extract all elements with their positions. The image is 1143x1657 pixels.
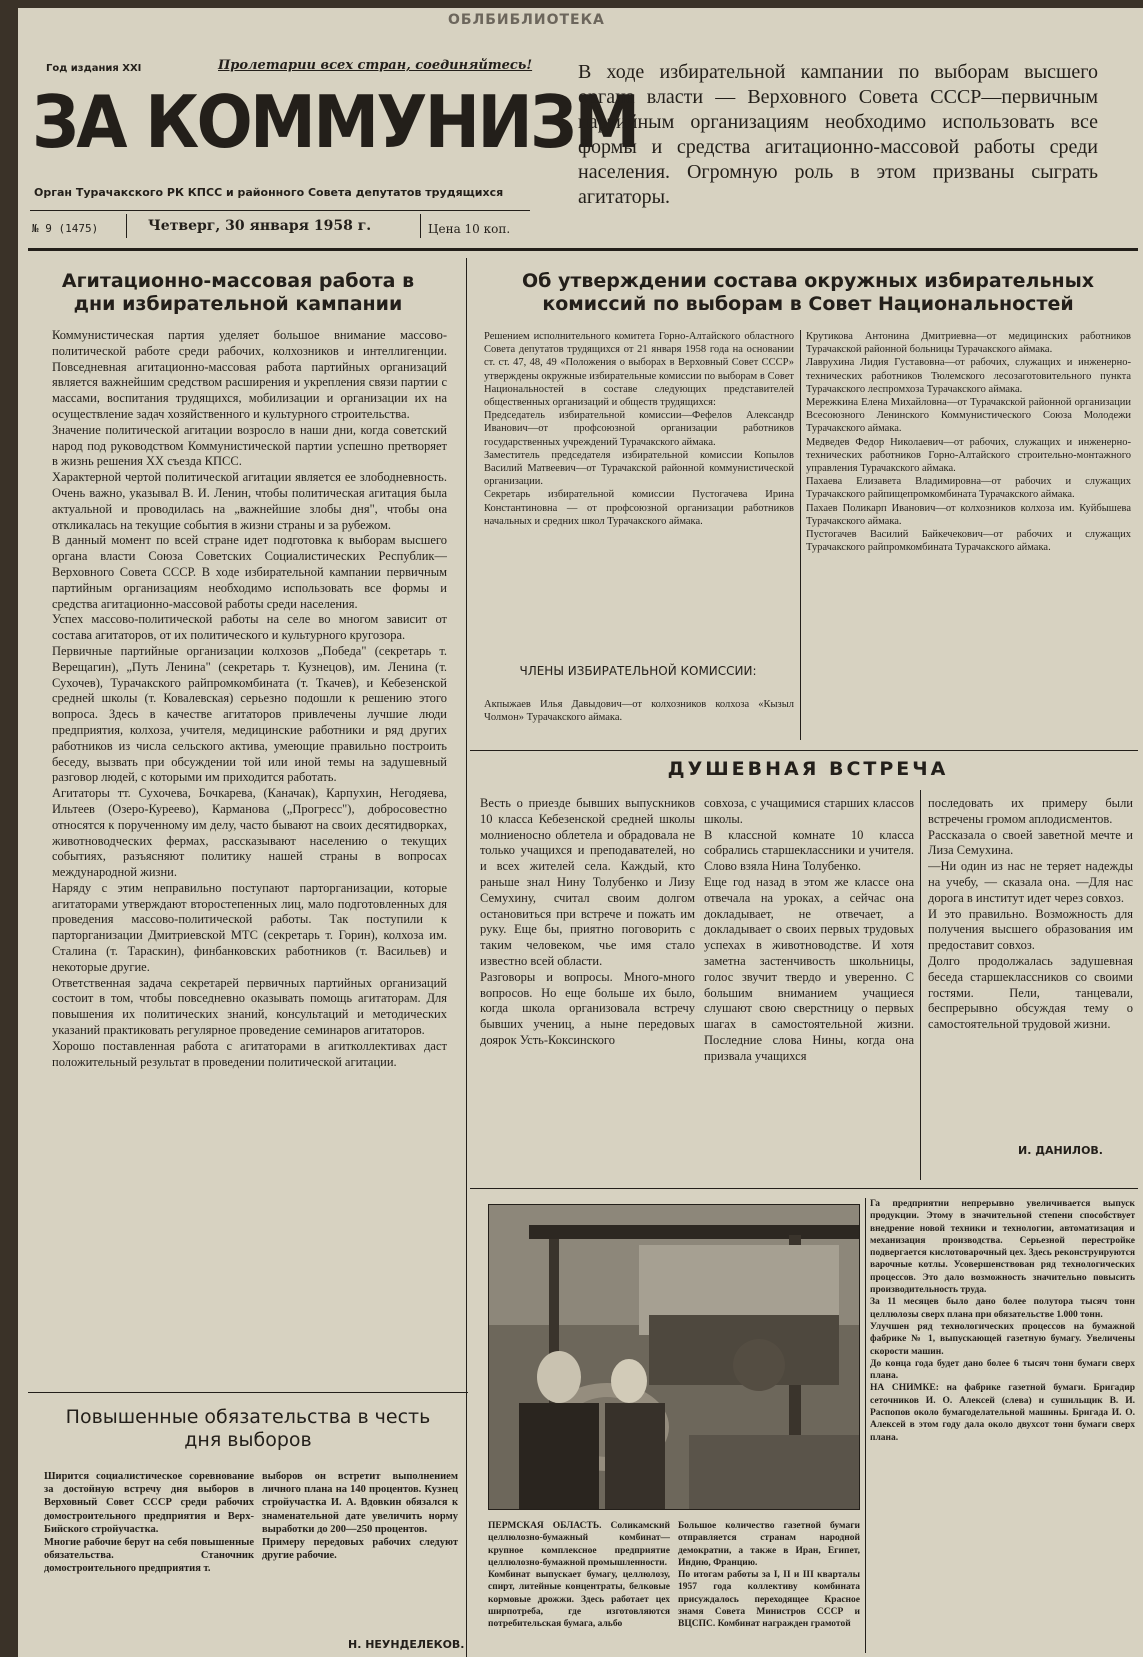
commission-left-tail: Акпыжаев Илья Давыдович—от колхозников колхоза «Кызыл Чолмон» Турачакского аймака. [484, 699, 794, 724]
section-rule [28, 1392, 468, 1393]
meeting-author: И. ДАНИЛОВ. [1018, 1144, 1103, 1157]
issue-date: Четверг, 30 января 1958 г. [148, 218, 372, 234]
library-stamp: ОБЛБИБЛИОТЕКА [448, 12, 605, 28]
meeting-col-3: последовать их примеру были встречены громом аплодисментов. Рассказала о своей заветной мечте и Лиза Семухина. —Ни один из нас не теряет надежды на учебу, — сказала она. —Для нас дорога в институт идет через совхоз. И это правильно. Возможность для получения высшего образования им предоставит совхоз. Долго продолжалась задушевная беседа старшеклассников со своими гостями. Пели, танцевали, беспрерывно обсуждая тему о самостоятельной трудовой жизни. [928, 796, 1133, 1032]
slogan: Пролетарии всех стран, соединяйтесь! [218, 58, 533, 73]
column-rule [800, 330, 801, 740]
issue-bar-divider [126, 214, 127, 238]
issue-price: Цена 10 коп. [428, 222, 511, 236]
obligations-col-2: выборов он встретит выполнением личного плана на 140 процентов. Кузнец стройучастка И. А. Вдовкин обязался к знаменательной дате увеличить норму выработки до 200—250 процентов. Примеру передовых рабочих следуют другие рабочие. [262, 1471, 458, 1562]
agitation-headline: Агитационно-массовая работа в дни избирательной кампании [61, 270, 415, 316]
section-rule [470, 1188, 1138, 1189]
column-rule [865, 1198, 866, 1653]
section-rule [470, 750, 1138, 751]
meeting-col-1: Весть о приезде бывших выпускников 10 класса Кебезенской средней школы молниеносно облетела и обрадовала не только учащихся и преподавателей, но и всех жителей села. Каждый, кто раньше знал Нину Толубенко и Лизу Семухину, считал своим долгом остановиться при встрече и пожать им руку. Еще бы, приятно поговорить с таким человеком, чье имя стало известно всей области. Разговоры и вопросы. Много-много вопросов. Но еще больше их было, когда школа организовала встречу бывших учениц, а ныне передовых доярок Усть-Коксинского [480, 796, 695, 1047]
members-title: ЧЛЕНЫ ИЗБИРАТЕЛЬНОЙ КОМИССИИ: [519, 664, 757, 678]
meeting-headline: ДУШЕВНАЯ ВСТРЕЧА [667, 758, 949, 780]
agitation-body: Коммунистическая партия уделяет большое внимание массово-политической работе среди рабочих, колхозников и интеллигенции. Повседневная агитационно-массовая работа партийных организаций является важнейшим средством расширения и укрепления связи партии с массами, воспитания трудящихся, мобилизации и организации их на осуществление задач хозяйственного и культурного строительства. Значение политической агитации возросло в наши дни, когда советский народ под руководством Коммунистической партии успешно претворяет в жизнь решения XX съезда КПСС. Характерной чертой политической агитации является ее злободневность. Очень важно, указывал В. И. Ленин, чтобы политическая агитация была актуальной и проводилась на „важнейшие злобы дня", чтобы она откликалась на текущие события в жизни страны и за рубежом. В данный момент по всей стране идет подготовка к выборам высшего органа власти Союза Советских Социалистических Республик—Верховного Совета СССР. В ходе избирательной кампании первичным партийным организациям необходимо использовать все формы и средства агитационно-массовой работы среди населения. Успех массово-политической работы на селе во многом зависит от состава агитаторов, от их политического и культурного кругозора. Первичные партийные организации колхозов „Победа" (секретарь т. Верещагин), „Путь Ленина" (секретарь т. Кузнецов), им. Ленина (т. Сухочев), Турачакского райпромкомбината (т. Ткачев), и Кебезенской средней школы (т. Ковалевская) серьезно подошли к решению этого вопроса. Здесь в качестве агитаторов привлечены лучшие люди предприятия, колхоза, учителя, медицинские работники и ряд других работников из числа сельского актива, умеющие правильно построить беседу, вызвать при обсуждении той или иной темы на задушевный разговор людей, с которыми им приходится работать. Агитаторы тт. Сухочева, Бочкарева, (Каначак), Карпухин, Негодяева, Ильтеев (Озеро-Куреево), Карманова („Прогресс"), добросовестно относятся к порученному им делу, часто бывают на своих десятидворках, животноводческих фермах, рассказывают населению о текущих событиях, разъясняют политику нашей страны в вопросах международной жизни. Наряду с этим неправильно поступают парторганизации, которые агитаторами утверждают второстепенных лиц, мало подготовленных для проведения массово-политической работы. Так поступили к парторганизации Дмитриевской МТС (секретарь т. Горин), колхоза им. Сталина (т. Тараскин), финбанковских работников (т. Васильев) и некоторые другие. Ответственная задача секретарей первичных партийных организаций состоит в том, чтобы повседневно оказывать помощь агитаторам. Для повышения их политических знаний, консультаций и методических указаний практиковать регулярное проведение семинаров агитаторов. Хорошо поставленная работа с агитаторами в агитколлективах даст положительный результат в проведении политической агитации. [52, 328, 447, 1069]
obligations-col-1: Ширится социалистическое соревнование за достойную встречу дня выборов в Верховный Совет СССР среди рабочих домостроительного предприятия и Верх-Бийского стройучастка. Многие рабочие берут на себя повышенные обязательства. Станочник домостроительного предприятия т. [44, 1471, 254, 1575]
newspaper-title: ЗА КОММУНИЗМ [32, 80, 638, 164]
obligations-author: Н. НЕУНДЕЛЕКОВ. [348, 1638, 465, 1651]
column-rule [920, 790, 921, 1180]
issue-bar-divider [420, 214, 421, 238]
column-rule [466, 258, 467, 1657]
issue-bar-top-rule [30, 210, 530, 211]
meeting-col-2: совхоза, с учащимися старших классов школы. В классной комнате 10 класса собрались старшеклассники и учителя. Слово взяла Нина Толубенко. Еще год назад в этом же классе она отвечала на уроках, а сейчас она докладывает, не отвечает, а докладывает о своих первых трудовых успехах в животноводстве. И хотя заметна застенчивость школьницы, голос звучит твердо и уверенно. С большим вниманием учащиеся слушают свою сверстницу о первых шагах в самостоятельной жизни. Последние слова Нины, когда она призвала учащихся [704, 796, 914, 1063]
factory-photo-image [489, 1205, 859, 1509]
organ-line: Орган Турачакского РК КПСС и районного Совета депутатов трудящихся [34, 186, 504, 199]
publication-year: Год издания XXI [46, 63, 142, 74]
commission-right-text: Крутикова Антонина Дмитриевна—от медицинских работников Турачакской районной больницы Турачакского аймака. Лаврухина Лидия Густавовна—от рабочих, служащих и инженерно-технических работников Тюлемского лесозаготовительного пункта Турачакского леспромхоза Турачакского аймака. Мережкина Елена Михайловна—от Турачакской районной организации Всесоюзного Ленинского Коммунистического Союза Молодежи Турачакского аймака. Медведев Федор Николаевич—от рабочих, служащих и инженерно-технических работников Горно-Алтайского строительно-монтажного управления Турачакского аймака. Пахаева Елизавета Владимировна—от рабочих и служащих Турачакского райпищепромкомбината Турачакского аймака. Пахаев Поликарп Иванович—от колхозников колхоза им. Куйбышева Турачакского аймака. Пустогачев Василий Байкечекович—от рабочих и служащих Турачакского райпромкомбината Турачакского аймака. [806, 331, 1131, 554]
commission-left-text: Решением исполнительного комитета Горно-Алтайского областного Совета депутатов трудящихся от 21 января 1958 года на основании ст. ст. 47, 48, 49 «Положения о выборах в Верховный Совет СССР» утверждены окружные избирательные комиссии по выборам в Совет Национальностей в составе следующих представителей общественных организаций и обществ трудящихся: Председатель избирательной комиссии—Фефелов Александр Иванович—от профсоюзной организации работников государственных учреждений Турачакского аймака. Заместитель председателя избирательной комиссии Копылов Василий Матвеевич—от Турачакской районной коммунистической организации. Секретарь избирательной комиссии Пустогачева Ирина Константиновна — от профсоюзной организации работников начальных и средних школ Турачакского аймака. [484, 331, 794, 527]
issue-number: № 9 (1475) [32, 222, 99, 235]
commission-headline: Об утверждении состава окружных избирательных комиссий по выборам в Совет Национальностей [521, 270, 1095, 316]
lead-text: В ходе избирательной кампании по выборам высшего органа власти — Верховного Совета СССР—первичным партийным организациям необходимо использовать все формы и средства агитационно-массовой работы среди населения. Огромную роль в этом призваны сыграть агитаторы. [578, 61, 1098, 208]
photo-caption-col-3: Га предприятии непрерывно увеличивается выпуск продукции. Этому в значительной степени способствует внедрение новой техники и технологии, автоматизация и механизация производства. Серьезной перестройке подвергается кислотоварочный цех. Здесь реконструируются варочные котлы. Усовершенствован ряд технологических процессов. Это дало возможность значительно повысить производительность труда. За 11 месяцев было дано более полутора тысяч тонн целлюлозы сверх плана при обязательстве 1.000 тонн. Улучшен ряд технологических процессов на бумажной фабрике № 1, выпускающей газетную бумагу. Увеличены скорости машин. До конца года будет дано более 6 тысяч тонн бумаги сверх плана. НА СНИМКЕ: на фабрике газетной бумаги. Бригадир сеточников И. О. Алексей (слева) и сушильщик В. И. Распопов около бумагоделательной машины. Бригада И. О. Алексей в этом году дала около двухсот тонн бумаги сверх плана. [870, 1199, 1135, 1443]
obligations-headline: Повышенные обязательства в честь дня выборов [65, 1406, 431, 1452]
photo-caption-col-1: ПЕРМСКАЯ ОБЛАСТЬ. Соликамский целлюлозно-бумажный комбинат—крупное комплексное предприятие целлюлозно-бумажной промышленности. Комбинат выпускает бумагу, целлюлозу, спирт, литейные концентраты, белковые кормовые дрожжи. Здесь работает цех ширпотреба, где изготовляются потребительская бумага, альбо [488, 1521, 670, 1630]
newspaper-page [18, 8, 1143, 1657]
masthead-rule [28, 248, 1138, 251]
factory-photo [488, 1204, 860, 1510]
photo-caption-col-2: Большое количество газетной бумаги отправляется странам народной демократии, а также в Иран, Египет, Индию, Францию. По итогам работы за I, II и III кварталы 1957 года коллективу комбината присуждалось переходящее Красное знамя Совета Министров СССР и ВЦСПС. Комбинат награжден грамотой [678, 1521, 860, 1630]
